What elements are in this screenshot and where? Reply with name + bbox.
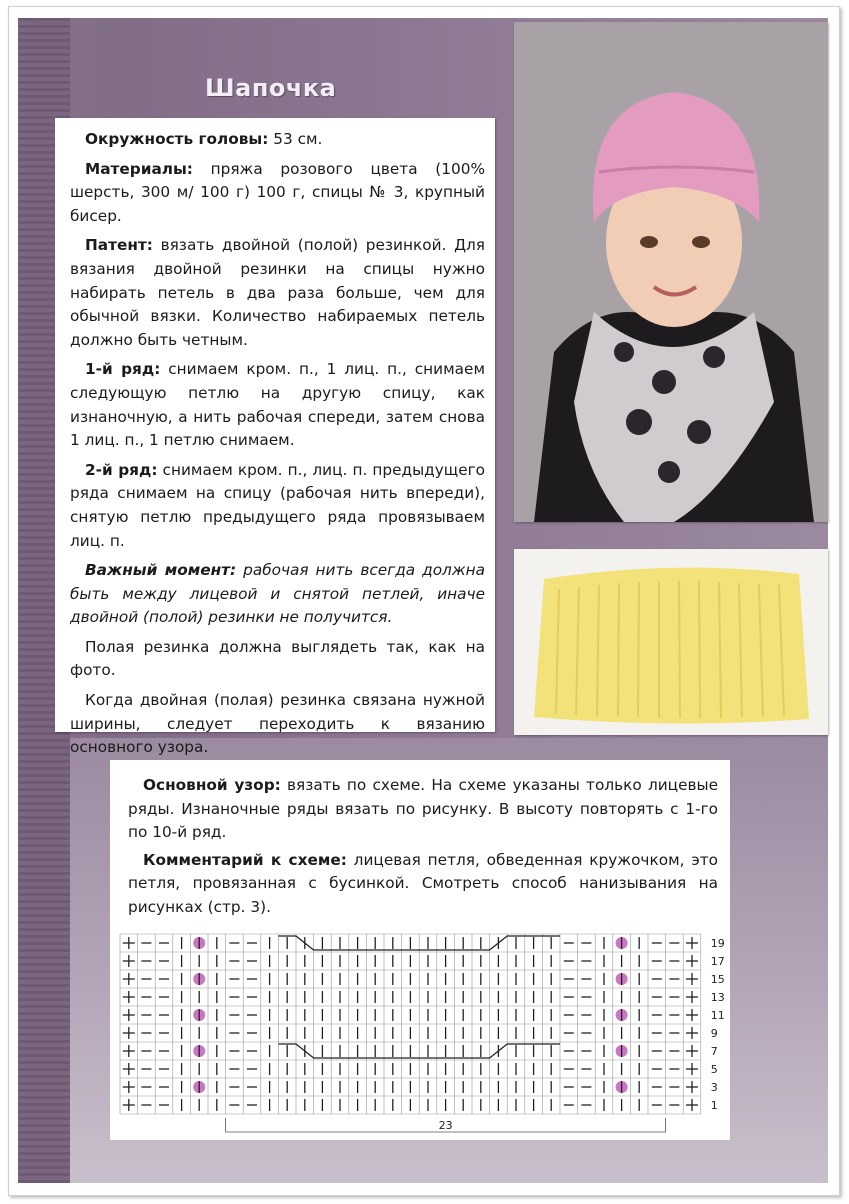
instruction-paragraph bbox=[70, 234, 485, 352]
pattern-paragraph bbox=[128, 774, 718, 845]
instruction-paragraph-text: пряжа розового цвета (100% шерсть, 300 м/ 100 г) 100 г, спицы № 3, крупный бисер. bbox=[70, 159, 485, 225]
row-number-label: 1 bbox=[710, 1099, 718, 1112]
instruction-paragraph-text: Когда двойная (полая) резинка связана нужной ширины, следует переходить к вязанию основного узора. bbox=[70, 691, 485, 757]
girl-in-hat-illustration bbox=[514, 22, 828, 522]
yarn-sample-illustration bbox=[514, 549, 828, 735]
pattern-paragraph-label: Комментарий к схеме: bbox=[143, 850, 347, 869]
instruction-paragraph bbox=[70, 128, 485, 152]
instruction-paragraph-label: 2-й ряд: bbox=[85, 460, 158, 479]
row-number-label: 5 bbox=[710, 1063, 718, 1076]
knitting-chart bbox=[118, 930, 728, 1140]
row-number-label: 15 bbox=[710, 973, 725, 986]
instruction-paragraph-label: 1-й ряд: bbox=[85, 360, 161, 379]
instruction-paragraph-label: Важный момент: bbox=[85, 561, 237, 580]
row-number-label: 13 bbox=[710, 991, 725, 1004]
hollow-rib-sample-photo bbox=[514, 549, 828, 735]
instruction-paragraph-text: снимаем кром. п., 1 лиц. п., снимаем следующую петлю на другую спицу, как изнаночную, а нить рабочая спереди, затем снова 1 лиц. п., 1 петлю снимаем. bbox=[70, 360, 485, 450]
pattern-paragraph-label: Основной узор: bbox=[143, 776, 281, 794]
instruction-paragraph-text: вязать двойной (полой) резинкой. Для вязания двойной резинки на спицы нужно набирать петель в два раза больше, чем для обычной вязки. Количество набираемых петель должно быть четным. bbox=[70, 236, 485, 349]
row-number-label: 3 bbox=[710, 1081, 718, 1094]
pattern-paragraph-text: вязать по схеме. На схеме указаны только лицевые ряды. Изнаночные ряды вязать по рисунку. В высоту повторять с 1-го по 10-й ряд. bbox=[128, 776, 718, 842]
instruction-paragraph-text: снимаем кром. п., лиц. п. предыдущего ряда снимаем на спицу (рабочая нить впереди), снятую петлю предыдущего ряда провязываем лиц. п. bbox=[70, 460, 485, 550]
pattern-paragraph-text: лицевая петля, обведенная кружочком, это петля, провязанная с бусинкой. Смотреть способ нанизывания на рисунках (стр. 3). bbox=[128, 850, 718, 916]
instruction-paragraph-text: Полая резинка должна выглядеть так, как на фото. bbox=[70, 637, 485, 680]
instruction-paragraph bbox=[70, 689, 485, 760]
row-number-label: 7 bbox=[710, 1045, 718, 1058]
instructions-text bbox=[70, 128, 485, 766]
instruction-paragraph bbox=[70, 636, 485, 683]
pattern-text bbox=[128, 774, 718, 924]
instruction-paragraph-text: 53 см. bbox=[268, 130, 323, 148]
row-number-label: 17 bbox=[710, 955, 725, 968]
instruction-paragraph-label: Окружность головы: bbox=[85, 130, 269, 148]
girl-in-hat-photo bbox=[514, 22, 828, 522]
instruction-paragraph-label: Материалы: bbox=[85, 159, 193, 178]
repeat-label: 23 bbox=[438, 1119, 453, 1132]
instruction-paragraph-text: рабочая нить всегда должна быть между лицевой и снятой петлей, иначе двойной (полой) резинки не получится. bbox=[70, 561, 485, 627]
row-number-label: 19 bbox=[710, 937, 725, 950]
pattern-paragraph bbox=[128, 849, 718, 920]
instructions-panel bbox=[55, 118, 495, 757]
instruction-paragraph bbox=[70, 158, 485, 229]
row-number-label: 11 bbox=[710, 1009, 725, 1022]
instruction-paragraph bbox=[70, 459, 485, 553]
instruction-paragraph bbox=[70, 559, 485, 630]
instruction-paragraph-label: Патент: bbox=[85, 236, 153, 255]
row-number-label: 9 bbox=[710, 1027, 718, 1040]
page-title: Шапочка bbox=[205, 74, 337, 102]
instruction-paragraph bbox=[70, 358, 485, 452]
